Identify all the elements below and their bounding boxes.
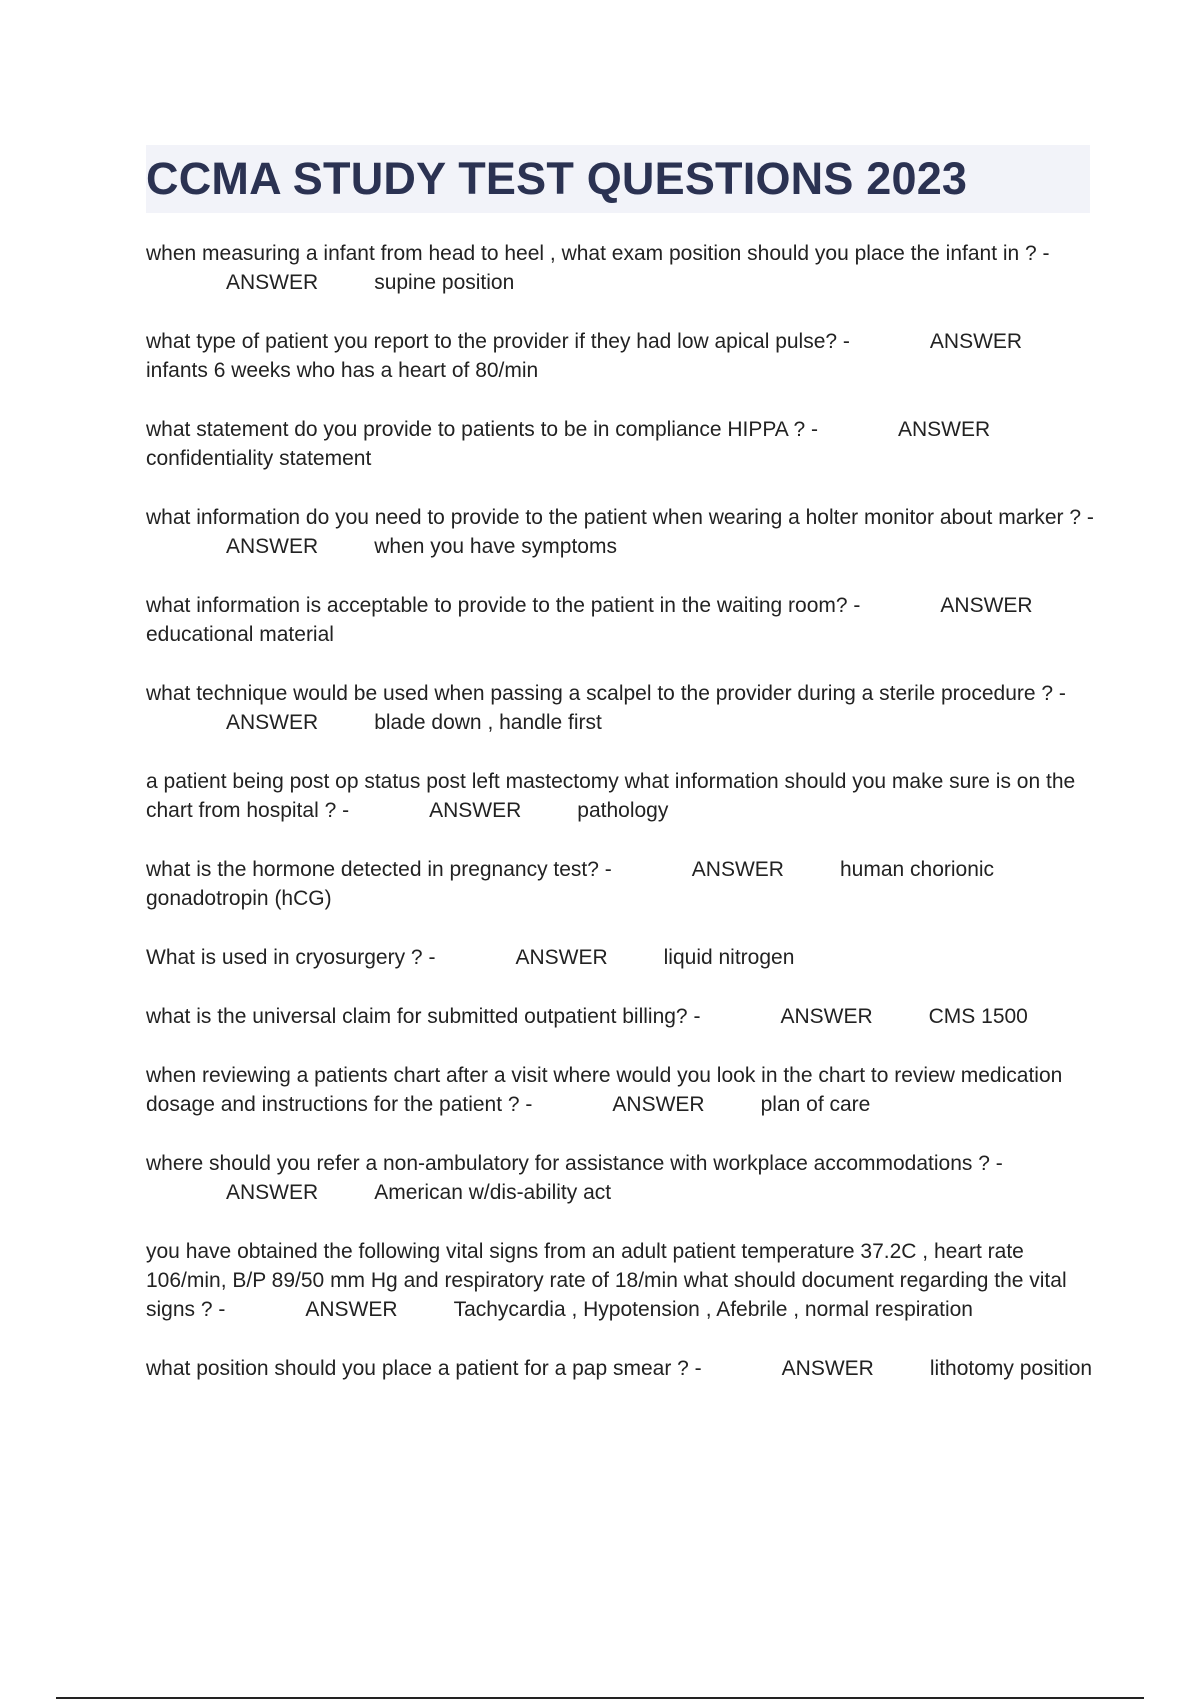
answer-text: pathology [577,799,669,822]
answer-text: American w/dis-ability act [374,1181,612,1204]
question-text: What is used in cryosurgery ? - [146,946,436,969]
question-text: where should you refer a non-ambulatory for assistance with workplace accommodations ? - [146,1152,1003,1175]
qa-item [146,1149,1096,1207]
qa-item [146,855,1096,913]
qa-item [146,679,1096,737]
qa-item [146,767,1096,825]
question-text: what type of patient you report to the provider if they had low apical pulse? - [146,330,850,353]
answer-label: ANSWER [305,1298,398,1321]
answer-label: ANSWER [226,535,319,558]
answer-label: ANSWER [781,1357,874,1380]
question-text: what information is acceptable to provide to the patient in the waiting room? - [146,594,861,617]
answer-label: ANSWER [691,858,784,881]
answer-text: liquid nitrogen [663,946,795,969]
footer-divider [56,1697,1144,1699]
document-title: CCMA STUDY TEST QUESTIONS 2023 [146,153,968,204]
qa-item [146,943,1096,972]
answer-text: infants 6 weeks who has a heart of 80/min [146,359,539,382]
qa-item [146,591,1096,649]
question-text: what statement do you provide to patients to be in compliance HIPPA ? - [146,418,818,441]
answer-label: ANSWER [226,271,319,294]
answer-text: lithotomy position [929,1357,1093,1380]
answer-text: plan of care [760,1093,871,1116]
answer-label: ANSWER [226,711,319,734]
qa-item [146,1237,1096,1324]
answer-label: ANSWER [515,946,608,969]
question-text: a patient being post op status post left mastectomy what information should you make sure is on the chart from hospital ? - [146,770,1076,822]
answer-text: Tachycardia , Hypotension , Afebrile , normal respiration [453,1298,973,1321]
answer-text: confidentiality statement [146,447,372,470]
answer-text: blade down , handle first [374,711,602,734]
qa-item [146,239,1096,297]
answer-text: human chorionic gonadotropin (hCG) [146,858,995,910]
answer-text: when you have symptoms [374,535,617,558]
answer-text: educational material [146,623,334,646]
answer-label: ANSWER [612,1093,705,1116]
qa-item [146,1354,1096,1383]
answer-label: ANSWER [429,799,522,822]
answer-label: ANSWER [929,330,1023,353]
answer-text: CMS 1500 [928,1005,1028,1028]
question-text: when reviewing a patients chart after a visit where would you look in the chart to review medication dosage and instructions for the patient ? - [146,1064,1063,1116]
question-text: you have obtained the following vital signs from an adult patient temperature 37.2C , heart rate 106/min, B/P 89/50 mm Hg and respiratory rate of 18/min what should document regarding the vital signs ? - [146,1240,1067,1321]
qa-item [146,327,1096,385]
answer-label: ANSWER [940,594,1033,617]
question-list [146,239,1096,1413]
qa-item [146,1061,1096,1119]
answer-text: supine position [374,271,515,294]
question-text: what technique would be used when passing a scalpel to the provider during a sterile procedure ? - [146,682,1066,705]
answer-label: ANSWER [898,418,991,441]
qa-item [146,415,1096,473]
qa-item [146,503,1096,561]
question-text: what is the universal claim for submitted outpatient billing? - [146,1005,701,1028]
answer-label: ANSWER [226,1181,319,1204]
question-text: when measuring a infant from head to heel , what exam position should you place the infant in ? - [146,242,1050,265]
qa-item [146,1002,1096,1031]
question-text: what information do you need to provide to the patient when wearing a holter monitor about marker ? - [146,506,1094,529]
question-text: what is the hormone detected in pregnancy test? - [146,858,612,881]
answer-label: ANSWER [780,1005,873,1028]
question-text: what position should you place a patient for a pap smear ? - [146,1357,702,1380]
